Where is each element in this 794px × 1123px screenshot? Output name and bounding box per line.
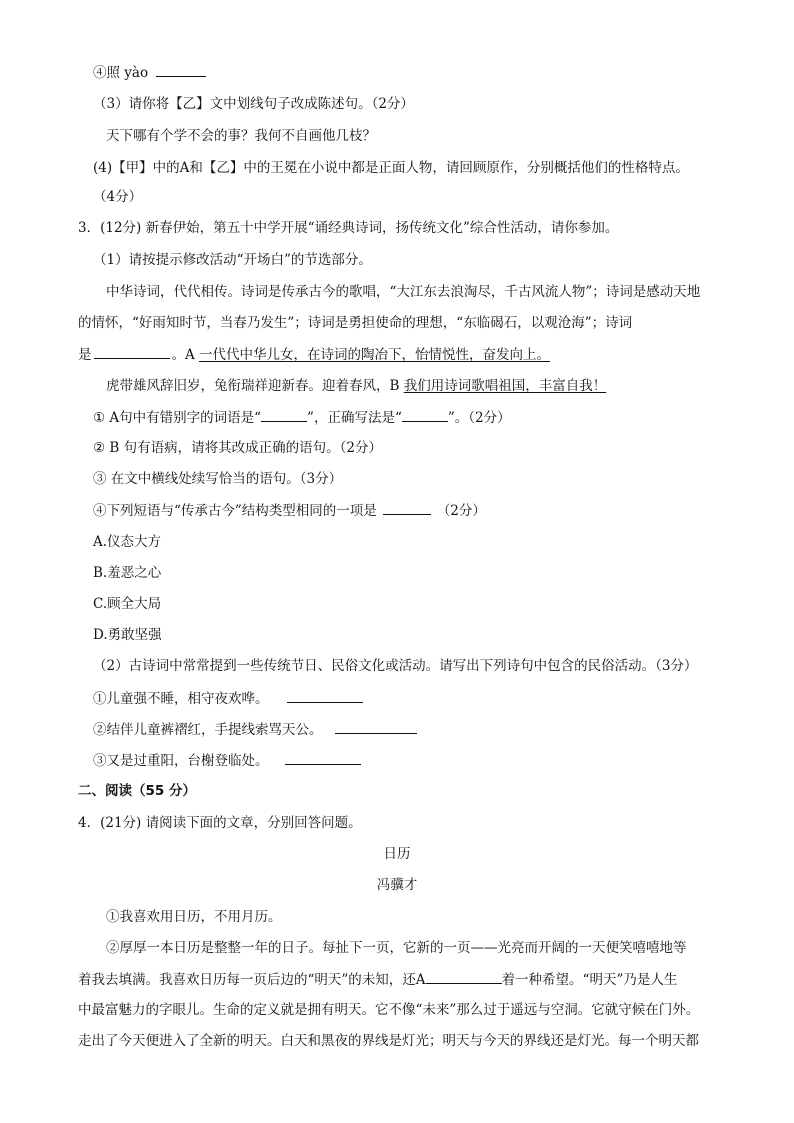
- poem-item-3: [93, 750, 361, 771]
- passage-line: 的情怀，“好雨知时节，当春乃发生”；诗词是勇担使命的理想，“东临碣石，以观沧海”；诗词: [78, 315, 633, 331]
- sub-item-1: [93, 407, 511, 428]
- sub-item-text: ”。（2分）: [447, 410, 511, 426]
- article-line: [78, 969, 677, 990]
- question-4-character: (4)【甲】中的A和【乙】中的王冕在小说中都是正面人物，请回顾原作，分别概括他们的性格特点。: [93, 160, 689, 176]
- question-4-score: （4分）: [93, 189, 143, 205]
- option-b[interactable]: B.羞恶之心: [93, 565, 162, 581]
- answer-blank[interactable]: [94, 344, 170, 359]
- passage-text: 虎带雄风辞旧岁，兔衔瑞祥迎新春。迎着春风，B: [106, 378, 404, 394]
- sub-item-text: （2分）: [436, 503, 486, 519]
- answer-blank[interactable]: [426, 969, 502, 984]
- article-text: 着我去填满。我喜欢日历每一页后边的“明天”的未知，还A: [78, 972, 426, 988]
- passage-line: 中华诗词，代代相传。诗词是传承古今的歌唱，“大江东去浪淘尽，千古风流人物”；诗词是感动天地: [106, 284, 701, 300]
- option-a[interactable]: A.仪态大方: [93, 534, 162, 550]
- sub-item-text: ④下列短语与“传承古今”结构类型相同的一项是: [93, 503, 377, 519]
- sub-item-4: [93, 500, 486, 521]
- section-heading-reading: 二、阅读（55 分）: [78, 783, 196, 799]
- poem-text: ①儿童强不睡，相守夜欢哗。: [93, 691, 269, 707]
- passage-text: 是: [78, 347, 92, 363]
- poem-text: ③又是过重阳，台榭登临处。: [93, 753, 269, 769]
- passage-line: [78, 344, 550, 365]
- article-paragraph-1: ①我喜欢用日历，不用月历。: [106, 909, 282, 925]
- article-line: 中最富魅力的字眼儿。生命的定义就是拥有明天。它不像“未来”那么过于遥远与空洞。它就守候在门外。: [78, 1002, 700, 1018]
- answer-blank[interactable]: [156, 62, 206, 77]
- article-paragraph-2: ②厚厚一本日历是整整一年的日子。每扯下一页，它新的一页——光亮而开阔的一天便笑嘻嘻地等: [106, 940, 687, 956]
- item-zhao-pinyin: [93, 62, 206, 83]
- sub-item-3: ③ 在文中横线处续写恰当的语句。（3分）: [93, 471, 343, 487]
- sub-item-text: ① A句中有错别字的词语是“: [93, 410, 262, 426]
- question-3-rewrite: （3）请你将【乙】文中划线句子改成陈述句。（2分）: [93, 96, 414, 112]
- poem-item-1: [93, 688, 363, 709]
- sub-question-1: （1）请按提示修改活动“开场白”的节选部分。: [93, 252, 372, 268]
- question-3-header: 3．(12分) 新春伊始，第五十中学开展“诵经典诗词，扬传统文化”综合性活动，请你参加。: [78, 220, 619, 236]
- sub-question-2: （2）古诗词中常常提到一些传统节日、民俗文化或活动。请写出下列诗句中包含的民俗活动。（3分）: [93, 658, 698, 674]
- article-author: 冯骥才: [376, 877, 418, 893]
- underlined-sentence-b: 我们用诗词歌唱祖国，丰富自我！: [403, 378, 607, 394]
- answer-blank[interactable]: [285, 750, 361, 765]
- answer-blank[interactable]: [402, 407, 448, 422]
- option-c[interactable]: C.顾全大局: [93, 596, 162, 612]
- poem-item-2: [93, 719, 417, 740]
- item-zhao-text: ④照 yào: [93, 65, 149, 81]
- answer-blank[interactable]: [335, 719, 417, 734]
- sub-item-2: ② B 句有语病，请将其改成正确的语句。（2分）: [93, 440, 382, 456]
- question-4-header: 4．(21分) 请阅读下面的文章，分别回答问题。: [78, 815, 362, 831]
- sub-item-text: ”，正确写法是“: [307, 410, 402, 426]
- underlined-sentence-a: 一代代中华儿女，在诗词的陶冶下，怡情悦性，奋发向上。: [199, 347, 551, 363]
- article-title: 日历: [383, 846, 411, 862]
- passage-text: 。A: [171, 347, 200, 363]
- answer-blank[interactable]: [261, 407, 307, 422]
- option-d[interactable]: D.勇敢坚强: [93, 627, 162, 643]
- article-text: 着一种希望。“明天”乃是人生: [501, 972, 678, 988]
- passage-line: [106, 376, 606, 396]
- answer-blank[interactable]: [383, 500, 431, 515]
- poem-text: ②结伴儿童裤褶红，手提线索骂天公。: [93, 722, 323, 738]
- question-3-sentence: 天下哪有个学不会的事？我何不自画他几枝？: [106, 128, 376, 144]
- article-line: 走出了今天便进入了全新的明天。白天和黑夜的界线是灯光；明天与今天的界线还是灯光。每一个明天都: [78, 1033, 699, 1049]
- answer-blank[interactable]: [287, 688, 363, 703]
